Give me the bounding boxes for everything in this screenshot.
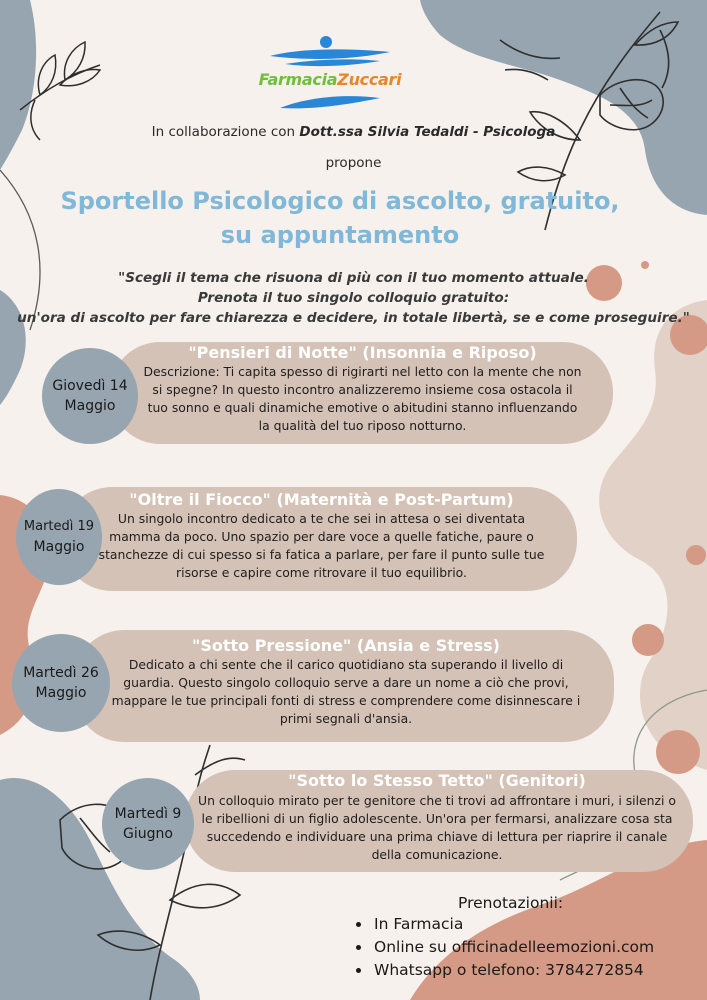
slate-blob-top-left [0, 0, 36, 170]
event-card-4 [185, 770, 693, 872]
terracotta-dot [686, 545, 706, 565]
intro-quote: "Scegli il tema che risuona di più con il tuo momento attuale. Prenota il tuo singolo colloquio gratuito: un'ora di ascolto per fare chiarezza e decidere, in totale libertà, se e come proseguire." [17, 270, 690, 326]
event-description: Descrizione: Ti capita spesso di rigirarti nel letto con la mente che non si spegne? In questo incontro analizzeremo insieme cosa ostacola il tuo sonno e quali dinamiche emotive o abitudini stanno influenzando la qualità del tuo riposo notturno. [143, 364, 582, 433]
logo-text: FarmaciaZuccari [258, 70, 402, 89]
event-date-badge: Martedì 26 Maggio [12, 634, 110, 732]
event-description: Un colloquio mirato per te genitore che ti trovi ad affrontare i muri, i silenzi o le ribellioni di un figlio adolescente. Un'ora per fermarsi, analizzare cosa sta succedendo e individuare una prima chiave di lettura per riaprire il canale della comunicazione. [198, 793, 676, 862]
slate-blob-top-right [420, 0, 707, 215]
event-title: "Sotto lo Stesso Tetto" (Genitori) [288, 771, 586, 790]
page-title: Sportello Psicologico di ascolto, gratuito, su appuntamento [60, 187, 620, 249]
booking-title: Prenotazionii: [458, 894, 564, 912]
event-card-1 [110, 342, 613, 444]
booking-item-online: • Online su officinadelleemozioni.com [372, 936, 654, 959]
collaboration-line: In collaborazione con Dott.ssa Silvia Tedaldi - Psicologa [151, 124, 556, 140]
event-date-badge: Martedì 9 Giugno [102, 778, 194, 870]
psychologist-name: Dott.ssa Silvia Tedaldi - Psicologa [299, 124, 556, 140]
terracotta-dot [656, 730, 700, 774]
event-description: Dedicato a chi sente che il carico quotidiano sta superando il livello di guardia. Questo singolo colloquio serve a dare un nome a ciò che provi, mappare le tue principali fonti di stress e comprendere come disinnescare i primi segnali d'ansia. [111, 657, 581, 726]
event-description: Un singolo incontro dedicato a te che sei in attesa o sei diventata mamma da poco. Uno spazio per dare voce a quelle fatiche, paure o stanchezze di cui spesso si fa fatica a parlare, per fare il punto sulle tue risorse e capire come ritrovare il tuo equilibrio. [98, 511, 545, 580]
event-date-badge: Martedì 19 Maggio [16, 489, 102, 585]
propone-text: propone [325, 155, 382, 171]
event-title: "Oltre il Fiocco" (Maternità e Post-Partum) [129, 490, 514, 509]
pharmacy-logo [240, 34, 410, 116]
booking-item-phone: • Whatsapp o telefono: 3784272854 [372, 959, 654, 982]
event-date-badge: Giovedì 14 Maggio [42, 348, 138, 444]
event-card-3 [74, 630, 614, 742]
terracotta-dot [632, 624, 664, 656]
event-card-2 [62, 487, 577, 591]
booking-list [350, 913, 654, 982]
beige-wave-right [599, 300, 707, 770]
booking-item-pharmacy: • In Farmacia [372, 913, 654, 936]
event-title: "Pensieri di Notte" (Insonnia e Riposo) [188, 343, 537, 362]
event-title: "Sotto Pressione" (Ansia e Stress) [191, 636, 500, 655]
